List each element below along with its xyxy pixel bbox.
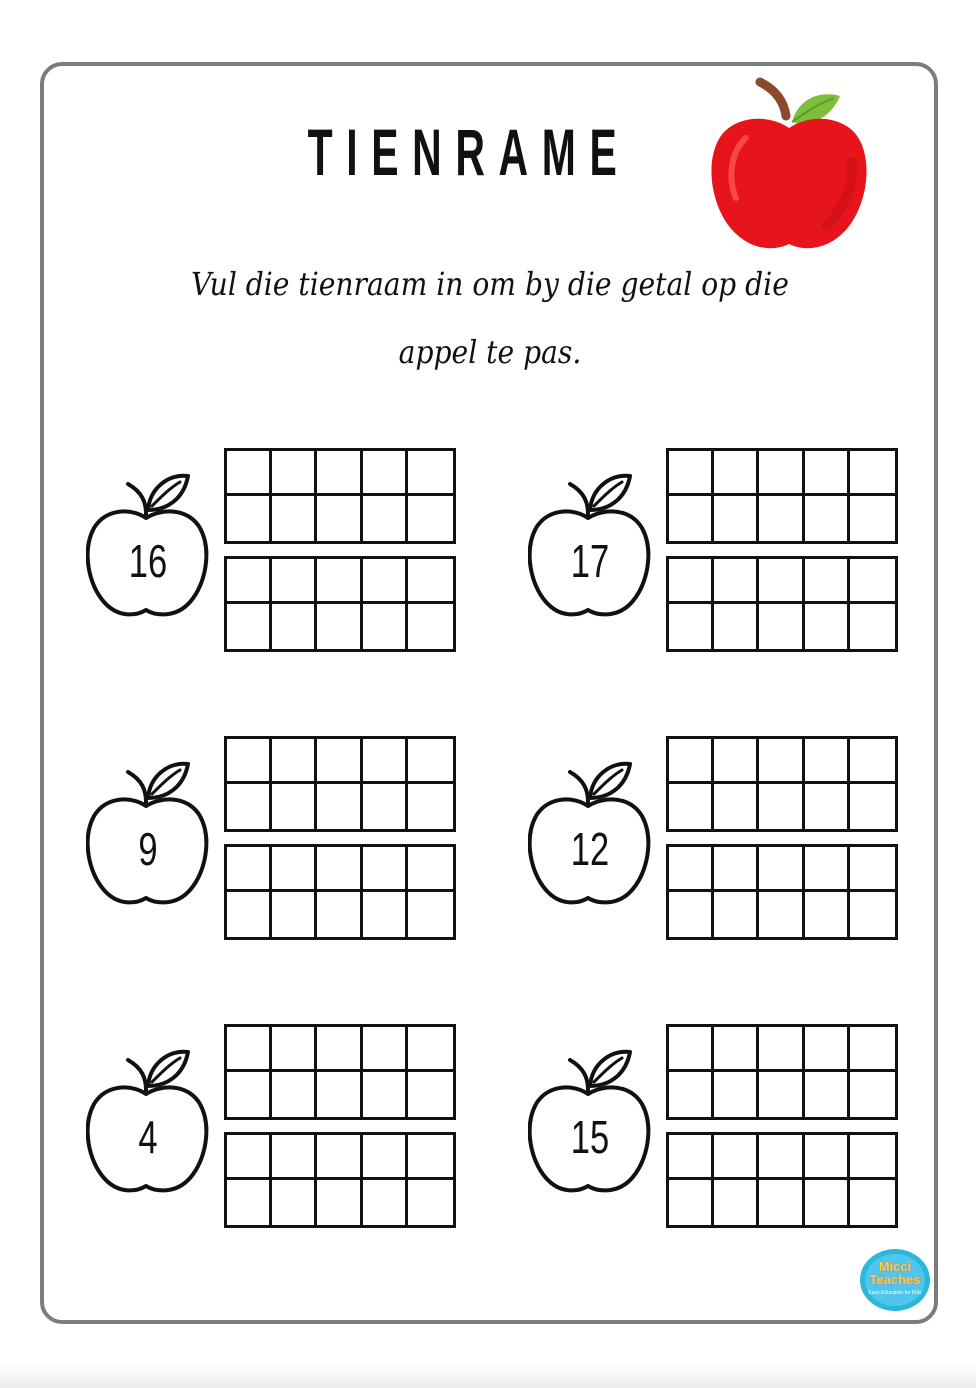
ten-frame-bottom — [666, 556, 898, 652]
ten-frame-cell[interactable] — [850, 784, 895, 829]
ten-frame-cell[interactable] — [850, 892, 895, 937]
apple-outline-icon — [528, 758, 652, 908]
ten-frame-cell[interactable] — [759, 1180, 804, 1225]
ten-frame-cell[interactable] — [227, 451, 272, 496]
ten-frame-cell[interactable] — [850, 1180, 895, 1225]
ten-frame-bottom — [666, 1132, 898, 1228]
ten-frame-cell[interactable] — [317, 1135, 362, 1180]
ten-frame-cell[interactable] — [227, 739, 272, 784]
ten-frame-cell[interactable] — [408, 1180, 453, 1225]
ten-frame-top — [224, 1024, 456, 1120]
ten-frame-cell[interactable] — [363, 1180, 408, 1225]
ten-frame-cell[interactable] — [714, 1072, 759, 1117]
ten-frame-cell[interactable] — [363, 1027, 408, 1072]
ten-frame-cell[interactable] — [805, 604, 850, 649]
ten-frame-cell[interactable] — [759, 451, 804, 496]
ten-frame-cell[interactable] — [363, 1135, 408, 1180]
ten-frame-cell[interactable] — [408, 1135, 453, 1180]
ten-frame-cell[interactable] — [759, 1027, 804, 1072]
ten-frame-cell[interactable] — [714, 1135, 759, 1180]
ten-frame-bottom — [666, 844, 898, 940]
ten-frame-cell[interactable] — [850, 739, 895, 784]
ten-frame-bottom — [224, 844, 456, 940]
ten-frame-cell[interactable] — [805, 739, 850, 784]
ten-frame-top — [666, 1024, 898, 1120]
ten-frame-cell[interactable] — [227, 892, 272, 937]
micci-teaches-logo — [858, 1248, 932, 1312]
ten-frame-bottom — [224, 556, 456, 652]
ten-frame-cell[interactable] — [759, 784, 804, 829]
apple-outline-icon — [86, 1046, 210, 1196]
logo-line2: Teaches — [869, 1272, 921, 1287]
ten-frame-cell[interactable] — [408, 604, 453, 649]
logo-line1: Micci — [878, 1259, 912, 1274]
ten-frame-cell[interactable] — [363, 739, 408, 784]
ten-frame-cell[interactable] — [272, 1135, 317, 1180]
ten-frame-cell[interactable] — [714, 451, 759, 496]
ten-frame-cell[interactable] — [669, 739, 714, 784]
ten-frame-top — [666, 736, 898, 832]
ten-frame-cell[interactable] — [850, 559, 895, 604]
ten-frame-cell[interactable] — [759, 496, 804, 541]
ten-frame-cell[interactable] — [317, 1072, 362, 1117]
ten-frame-cell[interactable] — [850, 1072, 895, 1117]
ten-frame-cell[interactable] — [363, 496, 408, 541]
ten-frame-cell[interactable] — [272, 1180, 317, 1225]
ten-frame-cell[interactable] — [227, 1135, 272, 1180]
ten-frame-cell[interactable] — [759, 892, 804, 937]
ten-frame-cell[interactable] — [850, 1135, 895, 1180]
ten-frame-cell[interactable] — [408, 1027, 453, 1072]
ten-frame-cell[interactable] — [669, 1027, 714, 1072]
bottom-shadow — [0, 1362, 976, 1388]
ten-frame-cell[interactable] — [272, 847, 317, 892]
ten-frame-cell[interactable] — [669, 559, 714, 604]
ten-frame-bottom — [224, 1132, 456, 1228]
apple-outline-icon — [528, 1046, 652, 1196]
ten-frame-cell[interactable] — [227, 847, 272, 892]
ten-frame-cell[interactable] — [317, 784, 362, 829]
ten-frame-cell[interactable] — [714, 559, 759, 604]
ten-frame-cell[interactable] — [408, 739, 453, 784]
ten-frame-cell[interactable] — [805, 1180, 850, 1225]
ten-frame-cell[interactable] — [408, 559, 453, 604]
ten-frame-cell[interactable] — [805, 784, 850, 829]
target-number: 15 — [570, 1111, 610, 1163]
ten-frame-cell[interactable] — [850, 604, 895, 649]
ten-frame-cell[interactable] — [850, 451, 895, 496]
ten-frame-cell[interactable] — [363, 1072, 408, 1117]
target-number: 12 — [570, 823, 610, 875]
ten-frame-cell[interactable] — [317, 496, 362, 541]
ten-frame-cell[interactable] — [759, 1135, 804, 1180]
ten-frame-cell[interactable] — [272, 892, 317, 937]
ten-frame-top — [224, 736, 456, 832]
ten-frame-cell[interactable] — [805, 847, 850, 892]
ten-frame-cell[interactable] — [272, 739, 317, 784]
ten-frame-top — [224, 448, 456, 544]
logo-tagline: Easy Education for Kids — [868, 1290, 922, 1296]
ten-frame-cell[interactable] — [714, 1027, 759, 1072]
ten-frame-cell[interactable] — [805, 892, 850, 937]
ten-frame-cell[interactable] — [805, 559, 850, 604]
apple-outline-icon — [86, 758, 210, 908]
ten-frame-cell[interactable] — [805, 1072, 850, 1117]
ten-frame-cell[interactable] — [759, 847, 804, 892]
ten-frame-cell[interactable] — [272, 496, 317, 541]
ten-frame-cell[interactable] — [669, 604, 714, 649]
ten-frame-cell[interactable] — [714, 847, 759, 892]
ten-frame-cell[interactable] — [669, 1180, 714, 1225]
ten-frame-top — [666, 448, 898, 544]
ten-frame-cell[interactable] — [317, 451, 362, 496]
instruction-text: Vul die tienraam in om by die getal op die appel te pas. — [191, 265, 789, 371]
ten-frame-cell[interactable] — [227, 604, 272, 649]
ten-frame-cell[interactable] — [408, 847, 453, 892]
ten-frame-cell[interactable] — [227, 1072, 272, 1117]
ten-frame-cell[interactable] — [850, 847, 895, 892]
ten-frame-cell[interactable] — [227, 1180, 272, 1225]
ten-frame-exercise — [528, 1024, 928, 1230]
ten-frame-cell[interactable] — [272, 604, 317, 649]
red-apple-icon — [706, 76, 872, 256]
ten-frame-cell[interactable] — [408, 892, 453, 937]
ten-frame-cell[interactable] — [805, 451, 850, 496]
ten-frame-cell[interactable] — [272, 451, 317, 496]
ten-frame-cell[interactable] — [272, 1027, 317, 1072]
ten-frame-cell[interactable] — [363, 604, 408, 649]
ten-frame-cell[interactable] — [363, 784, 408, 829]
ten-frame-cell[interactable] — [759, 1072, 804, 1117]
ten-frame-exercise — [86, 1024, 486, 1230]
worksheet-title: TIENRAME — [307, 115, 631, 189]
ten-frame-cell[interactable] — [272, 559, 317, 604]
ten-frame-cell[interactable] — [408, 451, 453, 496]
ten-frame-exercise — [528, 736, 928, 942]
ten-frame-cell[interactable] — [227, 496, 272, 541]
ten-frame-cell[interactable] — [759, 739, 804, 784]
ten-frame-exercise — [528, 448, 928, 654]
ten-frame-cell[interactable] — [272, 1072, 317, 1117]
ten-frame-cell[interactable] — [408, 496, 453, 541]
ten-frame-cell[interactable] — [317, 739, 362, 784]
apple-outline-icon — [528, 470, 652, 620]
ten-frame-cell[interactable] — [714, 784, 759, 829]
ten-frame-cell[interactable] — [317, 1027, 362, 1072]
ten-frame-cell[interactable] — [227, 784, 272, 829]
ten-frame-cell[interactable] — [363, 847, 408, 892]
ten-frame-cell[interactable] — [317, 847, 362, 892]
ten-frame-cell[interactable] — [714, 496, 759, 541]
ten-frame-cell[interactable] — [669, 1072, 714, 1117]
ten-frame-cell[interactable] — [850, 1027, 895, 1072]
target-number: 17 — [570, 535, 610, 587]
ten-frame-cell[interactable] — [317, 892, 362, 937]
ten-frame-cell[interactable] — [669, 1135, 714, 1180]
target-number: 16 — [128, 535, 168, 587]
ten-frame-cell[interactable] — [714, 739, 759, 784]
ten-frame-cell[interactable] — [227, 559, 272, 604]
ten-frame-cell[interactable] — [759, 559, 804, 604]
ten-frame-exercise — [86, 736, 486, 942]
ten-frame-cell[interactable] — [714, 1180, 759, 1225]
ten-frame-cell[interactable] — [850, 496, 895, 541]
ten-frame-cell[interactable] — [805, 1027, 850, 1072]
ten-frame-cell[interactable] — [805, 496, 850, 541]
target-number: 9 — [138, 823, 158, 875]
target-number: 4 — [138, 1111, 158, 1163]
ten-frame-cell[interactable] — [669, 892, 714, 937]
ten-frame-cell[interactable] — [805, 1135, 850, 1180]
ten-frame-cell[interactable] — [669, 847, 714, 892]
ten-frame-cell[interactable] — [669, 784, 714, 829]
ten-frame-cell[interactable] — [317, 604, 362, 649]
ten-frame-cell[interactable] — [363, 451, 408, 496]
ten-frame-cell[interactable] — [408, 784, 453, 829]
ten-frame-cell[interactable] — [714, 892, 759, 937]
ten-frame-cell[interactable] — [759, 604, 804, 649]
ten-frame-cell[interactable] — [714, 604, 759, 649]
apple-outline-icon — [86, 470, 210, 620]
ten-frame-cell[interactable] — [317, 1180, 362, 1225]
ten-frame-cell[interactable] — [272, 784, 317, 829]
ten-frame-cell[interactable] — [669, 496, 714, 541]
ten-frame-cell[interactable] — [363, 892, 408, 937]
ten-frame-cell[interactable] — [408, 1072, 453, 1117]
ten-frame-cell[interactable] — [227, 1027, 272, 1072]
logo-name — [858, 1260, 932, 1286]
ten-frame-cell[interactable] — [669, 451, 714, 496]
ten-frame-cell[interactable] — [363, 559, 408, 604]
ten-frame-cell[interactable] — [317, 559, 362, 604]
ten-frame-exercise — [86, 448, 486, 654]
